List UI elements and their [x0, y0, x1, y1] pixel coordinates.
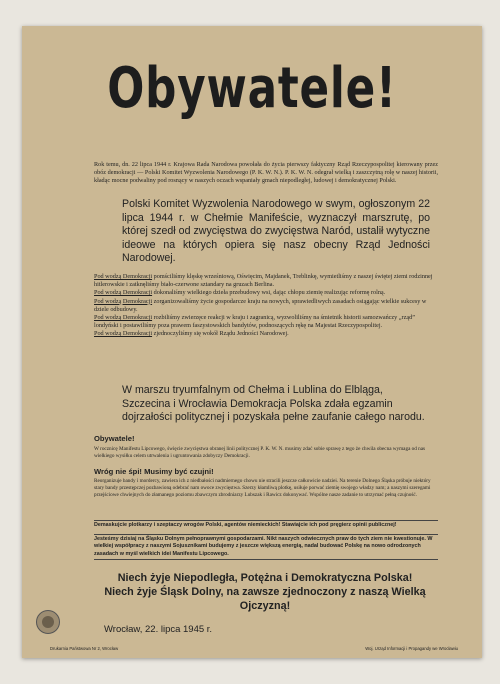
leadership-lead: Pod wodzą Demokracji: [94, 330, 153, 338]
leadership-lead: Pod wodzą Demokracji: [94, 273, 153, 280]
leadership-text: rozbiliśmy zwierzęce reakcji w kraju i zagranicą, wyzwoliliśmy na śmietnik historii samozwańczy „rząd” londyński i postawiliśmy poza prawem faszystowskich bandytów, podnoszących rękę na Majestat Rzeczypospolitej.: [94, 314, 415, 330]
leadership-item: [94, 298, 438, 314]
leadership-text: pomściliśmy klęskę wrześniową, Oświęcim, Majdanek, Treblinkę, wymietliśmy z naszej świętej ziemi rodzinnej hitlerowskie i zatknęliśmy biało-czerwone sztandary na gruzach Berlina.: [94, 273, 433, 289]
publisher-imprint: Woj. Urząd Informacji i Propagandy we Wrocławiu: [365, 646, 458, 651]
manifesto-paragraph: Polski Komitet Wyzwolenia Narodowego w swym, ogłoszonym 22 lipca 1944 r. w Chełmie Manifeście, wyznaczył marszrutę, po której szedł od zwycięstwa do zwycięstwa Naród, ustalił wytyczne ideowe na których opiera się nasz obecny Rząd Jedności Narodowej.: [122, 198, 430, 265]
slogan: [92, 571, 438, 613]
anniversary-paragraph: W rocznicę Manifestu Lipcowego, święcie zwycięstwa obranej linii politycznej P. K. W. N. musimy zdać sobie sprawę z tego że chwila obecna wymaga od nas wielkiego wysiłku celem utrwalenia i ugruntowania zdobyczy Demokracji.: [94, 446, 426, 459]
poster: [22, 26, 482, 658]
appeal-note: Demaskujcie plotkarzy i szeptaczy wrogów Polski, agentów niemieckich! Stawiajcie ich pod pręgierz opinii publicznej!: [94, 520, 438, 529]
section-heading: Obywatele!: [94, 434, 135, 443]
printer-imprint: Drukarnia Państwowa Nr 2, Wrocław: [50, 646, 119, 651]
vigilance-paragraph: Reorganizuje bandy i mordercy, zawiera ich z niedbałości nadmiernego chowu nie stracili jeszcze całkowicie nadziei. Na terenie Dolnego Śląska próbuje niektóry stary bandy przestępczej pozbawioną odebrać nam owoce zwycięstwa. Szerzy kłamliwą plotkę, usiłuje porwać ziemię swojego władzy nam; a naszymi szeregami przejściowe chwiejnych do złamanego poziomu zbawczym zbrodniarzy Lubszak i Rawicz dokonywać. Wspólne nasze zadanie to utrzymać pełną czujność.: [94, 478, 431, 498]
slogan-line: Niech żyje Niepodległa, Potężna i Demokratyczna Polska!: [117, 572, 413, 584]
leadership-item: [94, 330, 438, 338]
silesia-note: Jesteśmy dzisiaj na Śląsku Dolnym pełnoprawnymi gospodarzami. Nikt naszych odwiecznych praw do tych ziem nie kwestionuje. W wielkiej współpracy z naszymi Sojusznikami budujemy z jeszcze większą energią, nadal budować Polskę na nowo odrodzonych zasadach w myśl wielkich idei Manifestu Lipcowego.: [94, 534, 438, 560]
eagle-seal-icon: [36, 610, 60, 634]
leadership-list: [94, 273, 438, 339]
leadership-lead: Pod wodzą Demokracji: [94, 297, 153, 305]
march-paragraph: W marszu tryumfalnym od Chełma i Lublina do Elbląga, Szczecina i Wrocławia Demokracja Polska zdała egzamin dojrzałości politycznej i pozyskała pełne zaufanie całego narodu.: [122, 384, 425, 424]
leadership-lead: Pod wodzą Demokracji: [94, 314, 153, 322]
slogan-line: Niech żyje Śląsk Dolny, na zawsze zjednoczony z naszą Wielką Ojczyzną!: [104, 586, 426, 612]
leadership-text: zorganizowaliśmy życie gospodarcze kraju na nowych, sprawiedliwych zasadach osiągając wielkie sukcesy w dziele odbudowy.: [94, 297, 427, 313]
poster-title: Obywatele!: [107, 56, 397, 121]
leadership-text: zjednoczyliśmy się wokół Rządu Jedności Narodowej.: [153, 330, 289, 338]
leadership-item: [94, 273, 438, 289]
leadership-text: dokonaliśmy wielkiego dzieła przebudowy wsi, dając chłopu ziemię realizując reformę rolną.: [153, 289, 386, 297]
leadership-item: [94, 314, 438, 330]
intro-paragraph: Rok temu, dn. 22 lipca 1944 r. Krajowa Rada Narodowa powołała do życia pierwszy faktyczny Rząd Rzeczypospolitej kierowany przez obóz demokracji — Polski Komitet Wyzwolenia Narodowego (P. K. W. N.). P. K. W. N. odegrał wielką i zaszczytną rolę w naszej historii, kładąc mocne podwaliny pod rosnący w naszych oczach wspaniały gmach niepodległej, ludowej i demokratycznej Polski.: [94, 161, 438, 185]
place-date: Wrocław, 22. lipca 1945 r.: [104, 624, 213, 635]
leadership-item: [94, 289, 438, 297]
leadership-lead: Pod wodzą Demokracji: [94, 289, 153, 297]
section-heading: Wróg nie śpi! Musimy być czujni!: [94, 467, 214, 476]
